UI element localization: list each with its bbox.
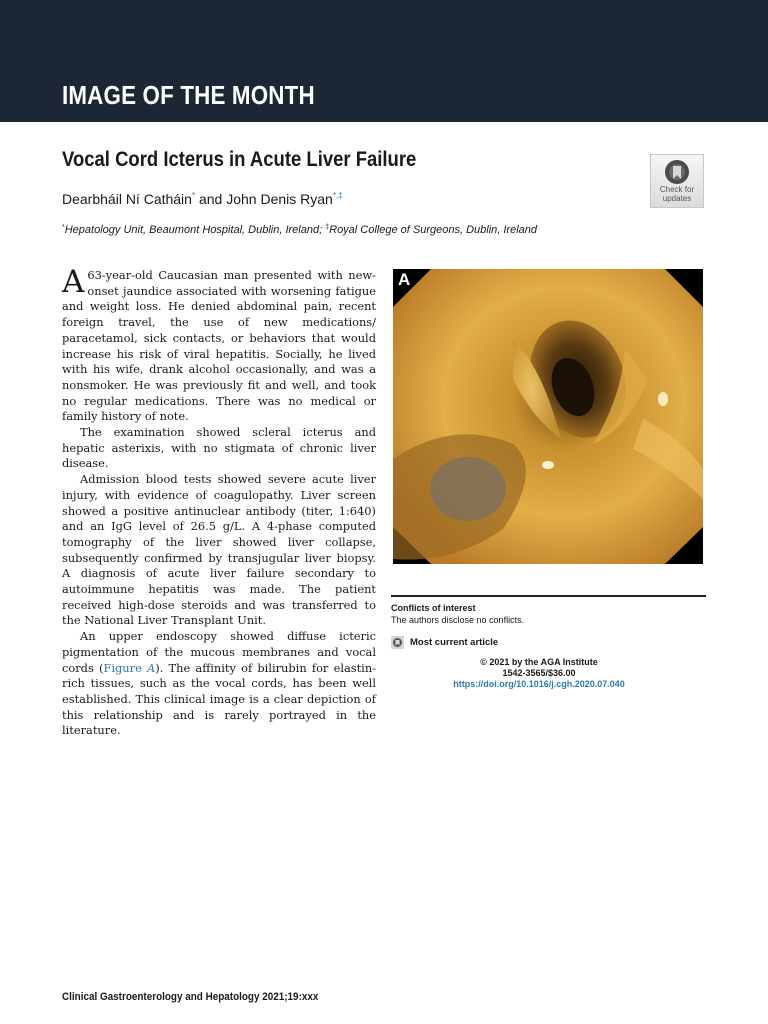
header-banner (0, 0, 768, 122)
doi-link[interactable]: https://doi.org/10.1016/j.cgh.2020.07.040 (453, 679, 625, 689)
figure-panel-label: A (398, 270, 411, 289)
paragraph-text: 63-year-old Caucasian man presented with new-onset jaundice associated with worsening fatigue and weight loss. He denied abdominal pain, recent foreign travel, the use of new medications/ paracetamol, sick contacts, or behaviors that would increase his risk of viral hepatitis. Socially, he lived with his wife, drank alcohol occasionally, and was a nonsmoker. He was previously fit and well, and took no regular medications. There was no medical or family history of note. (62, 268, 376, 424)
paragraph (62, 264, 376, 425)
check-updates-label: Check for (659, 185, 695, 194)
journal-footer: Clinical Gastroenterology and Hepatology 2021;19:xxx (62, 991, 319, 1003)
article-title: Vocal Cord Icterus in Acute Liver Failure (62, 148, 417, 171)
affiliation-marker[interactable]: * (191, 191, 196, 200)
figure-link-letter: A (147, 660, 156, 675)
paragraph: The examination showed scleral icterus and hepatic asterixis, with no stigmata of chronic liver disease. (62, 425, 376, 471)
most-current-article-label: Most current article (410, 637, 499, 648)
author-name[interactable]: John Denis Ryan (226, 191, 333, 207)
figure-link-text: Figure (103, 660, 142, 675)
conflicts-heading: Conflicts of interest (391, 603, 476, 613)
paragraph-text: An upper endoscopy showed diffuse icteric pigmentation of the mucous membranes and vocal cords ( (62, 629, 376, 675)
affiliation-text: Hepatology Unit, Beaumont Hospital, Dublin, Ireland; (64, 224, 326, 236)
crossmark-icon (391, 636, 404, 649)
paragraph-text: ). The affinity of bilirubin for elastin-rich tissues, such as the vocal cords, has been well established. This clinical image is a clear depiction of this relationship and is rarely portrayed in the literature. (62, 660, 376, 738)
author-name[interactable]: Dearbháil Ní Catháin (62, 191, 192, 207)
affiliation-marker: ‡ (325, 224, 330, 231)
paragraph: Admission blood tests showed severe acute liver injury, with evidence of coagulopathy. Liver screen showed a positive antinuclear antibody (titer, 1:640) and an IgG level of 26.5 g/L. A 4-phase computed tomography of the liver showed liver collapse, subsequently confirmed by transjugular liver biopsy. A diagnosis of acute liver failure secondary to autoimmune hepatitis was made. The patient received high-dose steroids and was transferred to the National Liver Transplant Unit. (62, 472, 376, 628)
copyright-block (391, 657, 687, 690)
drop-cap: A (62, 264, 85, 300)
affiliation-marker: * (62, 224, 65, 231)
crossmark-icon (664, 159, 690, 185)
section-title: IMAGE OF THE MONTH (62, 80, 315, 110)
copyright-text: © 2021 by the AGA Institute (480, 657, 598, 667)
conflicts-text: The authors disclose no conflicts. (391, 615, 525, 625)
affiliation-text: Royal College of Surgeons, Dublin, Ireland (329, 224, 538, 236)
article-body (62, 264, 376, 739)
figure-link[interactable] (103, 661, 155, 675)
paragraph (62, 629, 376, 739)
author-line (62, 191, 343, 207)
endoscopy-image (393, 269, 703, 564)
check-for-updates-button[interactable] (650, 154, 704, 208)
affiliations (62, 224, 537, 236)
author-connector: and (195, 191, 227, 207)
issn-text: 1542-3565/$36.00 (502, 668, 576, 678)
check-updates-label: updates (662, 194, 692, 203)
affiliation-marker[interactable]: *,‡ (332, 191, 343, 200)
sidebar-divider (391, 595, 706, 597)
endoscopy-figure (393, 269, 703, 564)
